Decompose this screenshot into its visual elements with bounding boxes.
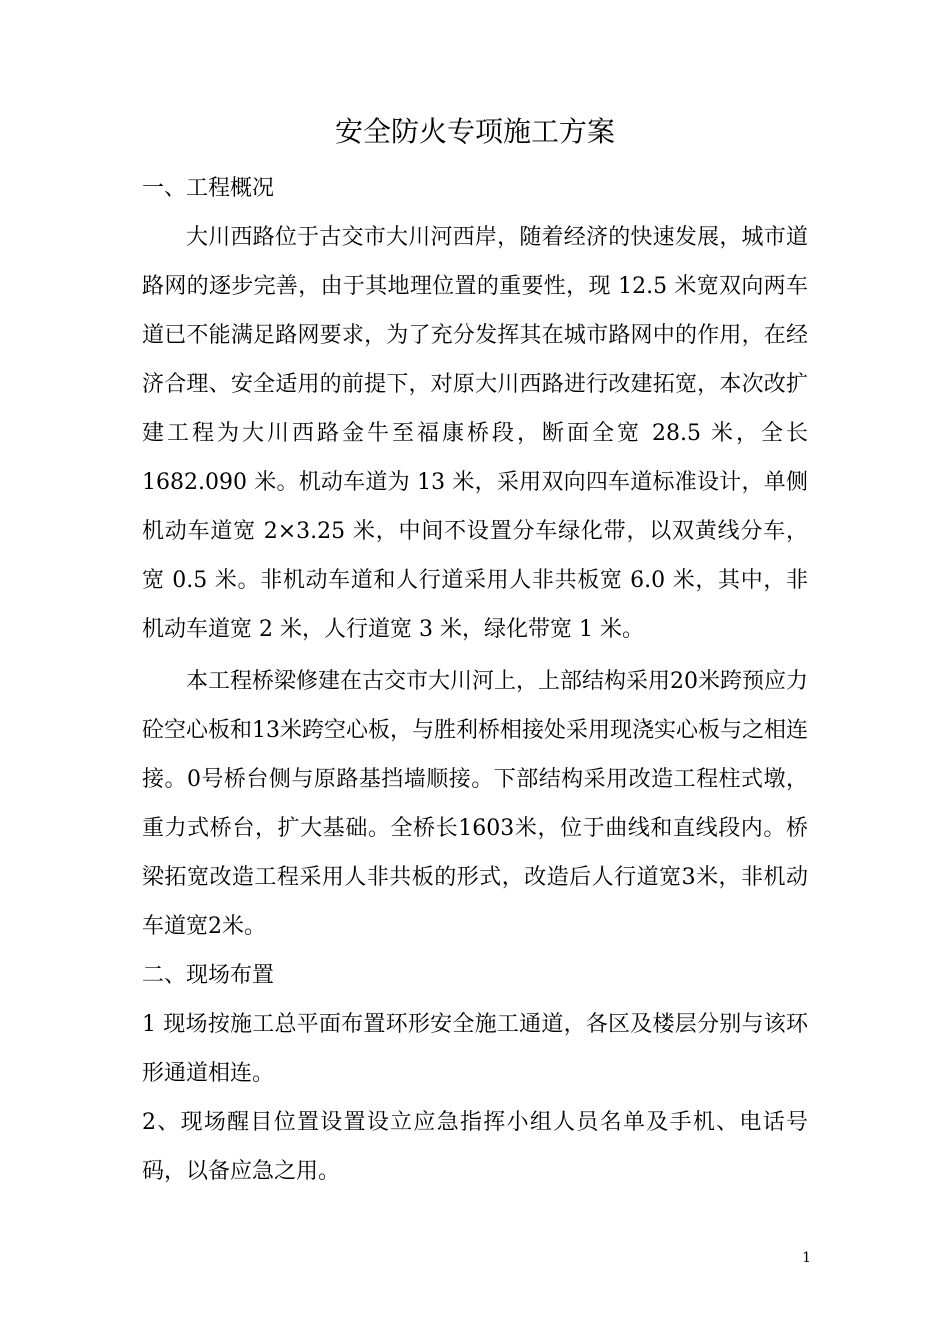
section-heading-site-layout: 二、现场布置 <box>142 963 275 988</box>
list-item: 2、现场醒目位置设置设立应急指挥小组人员名单及手机、电话号码，以备应急之用。 <box>142 1110 808 1184</box>
document-title: 安全防火专项施工方案 <box>334 115 615 148</box>
paragraph-road-overview: 大川西路位于古交市大川河西岸，随着经济的快速发展，城市道路网的逐步完善，由于其地理位置的重要性，现 12.5 米宽双向两车道已不能满足路网要求，为了充分发挥其在城市路网中的作用，在经济合理、安全适用的前提下，对原大川西路进行改建拓宽，本次改扩建工程为大川西路金牛至福康桥段，断面全宽 28.5 米，全长 1682.090 米。机动车道为 13 米，采用双向四车道标准设计，单侧机动车道宽 2×3.25 米，中间不设置分车绿化带，以双黄线分车，宽 0.5 米。非机动车道和人行道采用人非共板宽 6.0 米，其中，非机动车道宽 2 米，人行道宽 3 米，绿化带宽 1 米。 <box>142 225 808 642</box>
page-number: 1 <box>802 1250 811 1266</box>
list-item: 1 现场按施工总平面布置环形安全施工通道，各区及楼层分别与该环形通道相连。 <box>142 1012 808 1086</box>
section-heading-overview: 一、工程概况 <box>142 176 275 201</box>
paragraph-bridge-overview: 本工程桥梁修建在古交市大川河上，上部结构采用20米跨预应力砼空心板和13米跨空心板，与胜利桥相接处采用现浇实心板与之相连接。0号桥台侧与原路基挡墙顺接。下部结构采用改造工程柱式墩，重力式桥台，扩大基础。全桥长1603米，位于曲线和直线段内。桥梁拓宽改造工程采用人非共板的形式，改造后人行道宽3米，非机动车道宽2米。 <box>142 669 808 939</box>
document-body <box>142 164 808 1196</box>
